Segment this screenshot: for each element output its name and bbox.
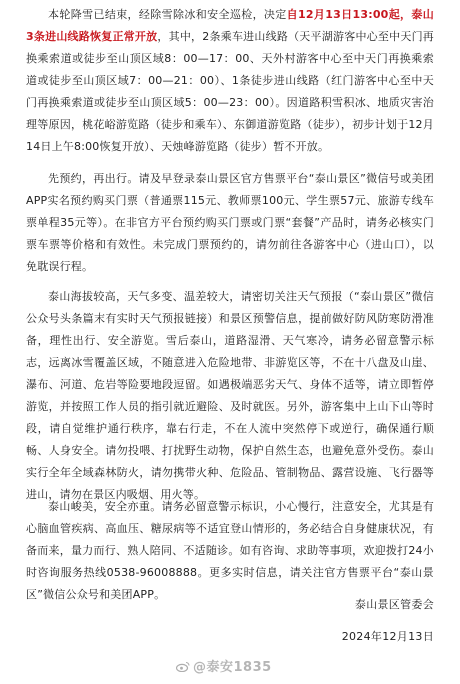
paragraph-reopening <box>26 4 434 162</box>
paragraph-weather-safety: 泰山海拔较高，天气多变、温差较大，请密切关注天气预报（“泰山景区”微信公众号头条篇末有实时天气预报链接）和景区预警信息，提前做好防风防寒防滑准备，理性出行、安全游览。雪后泰山，道路湿滑、天气寒冷，请务必留意警示标志，远离冰雪覆盖区域，不随意进入危险地带、非游览区等，不在十八盘及山崖、瀑布、河道、危岩等险要地段逗留。如遇极端恶劣天气、身体不适等，请立即暂停游览，并按照工作人员的指引就近避险、及时就医。另外，游客集中上山下山等时段，请自觉维护通行秩序，靠右行走，不在人流中突然停下或逆行，确保通行顺畅、人身安全。请勿投喂、打扰野生动物，保护自然生态，也避免意外受伤。泰山实行全年全域森林防火，请勿携带火种、危险品、管制物品、露营设施、飞行器等进山，请勿在景区内吸烟、用火等。 <box>26 290 434 501</box>
reopening-highlight-text: 自12月13日13:00起，泰山3条进山线路恢复正常开放 <box>26 8 434 43</box>
signature-date: 2024年12月13日 <box>341 630 434 643</box>
watermark-text: @泰安1835 <box>193 660 272 675</box>
weibo-icon <box>176 661 190 672</box>
reopening-detail-text: ，其中，2条乘车进山线路（天平湖游客中心至中天门再换乘索道或徒步至山顶区域8：00—17：00、天外村游客中心至中天门再换乘索道或徒步至山顶区域7：00—21：00）、1条徒步进山线路（红门游客中心至中天门再换乘索道或徒步至山顶区域5：00—23：00）。因道路积雪积冰、地质灾害治理等原因，桃花峪游览路（徒步和乘车）、东御道游览路（徒步），初步计划于12月14日上午8:00恢复开放）、天烛峰游览路（徒步）暂不开放。 <box>26 30 434 153</box>
watermark <box>176 656 272 675</box>
paragraph-safety-reminder: 泰山峻美，安全亦重。请务必留意警示标识，小心慢行，注意安全，尤其是有心脑血管疾病、高血压、糖尿病等不适宜登山情形的，务必结合自身健康状况，有备而来，量力而行、熟人陪同、不适随诊。如有咨询、求助等事项，欢迎拨打24小时咨询服务热线0538-96008888。更多实时信息，请关注官方售票平台“泰山景区”微信公众号和美团APP。 <box>26 500 434 601</box>
signature-organization: 泰山景区管委会 <box>354 598 434 611</box>
paragraph-reservation: 先预约，再出行。请及早登录泰山景区官方售票平台“泰山景区”微信号或美团APP实名预约购买门票（普通票115元、教师票100元、学生票57元、旅游专线车票单程35元等）。在非官方平台预约购买门票或门票“套餐”产品时，请务必核实门票车票等价格和有效性。未完成门票预约的，请勿前往各游客中心（进山口），以免耽误行程。 <box>26 172 434 273</box>
reopening-lead-text: 本轮降雪已结束，经除雪除冰和安全巡检，决定 <box>48 8 287 21</box>
